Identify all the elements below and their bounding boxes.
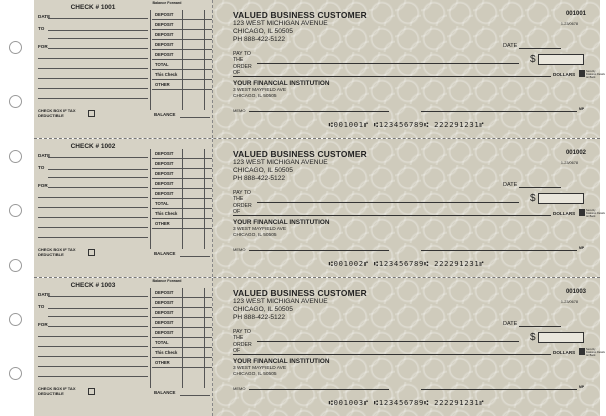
binder-hole (9, 204, 22, 217)
date-label: DATE (503, 43, 518, 49)
stub-line[interactable] (38, 366, 148, 367)
ledger-row[interactable]: DEPOSIT (152, 298, 212, 308)
ledger-row[interactable]: DEPOSIT (152, 179, 212, 189)
stub-for-label: FOR (38, 183, 48, 188)
stub-line[interactable] (38, 207, 148, 208)
memo-line[interactable] (249, 111, 389, 112)
stub-separator (150, 10, 151, 110)
stub-line[interactable] (38, 336, 148, 337)
binder-hole (9, 150, 22, 163)
bank-name: YOUR FINANCIAL INSTITUTION (233, 358, 330, 365)
stub-to-line-2[interactable] (48, 38, 148, 39)
dollar-sign: $ (530, 193, 536, 204)
amount-box[interactable] (538, 193, 584, 204)
stub-balance-forward-label: Balance Forward (152, 279, 182, 283)
ledger-row[interactable]: DEPOSIT (152, 169, 212, 179)
bank-address: 3 WEST MAYFIELD AVE (233, 366, 287, 371)
stub-to-label: TO (38, 26, 45, 31)
customer-name: VALUED BUSINESS CUSTOMER (233, 10, 367, 20)
dollar-sign: $ (530, 332, 536, 343)
security-features-text: Security Features Details on Back (586, 70, 605, 79)
stub-separator (150, 149, 151, 249)
stub-balance-label: BALANCE (154, 112, 176, 117)
stub-line[interactable] (38, 68, 148, 69)
micr-line: ⑆001002⑈ ⑆123456789⑆ 222291231⑈ (328, 259, 485, 268)
pay-to-label: PAY TO THE ORDER OF (233, 51, 252, 77)
date-line[interactable] (519, 48, 561, 49)
tax-deductible-label: CHECK BOX IF TAX DEDUCTIBLE (38, 247, 76, 257)
check-row (34, 278, 605, 416)
dollars-label: DOLLARS (553, 72, 576, 77)
customer-name: VALUED BUSINESS CUSTOMER (233, 288, 367, 298)
stub-line[interactable] (38, 376, 148, 377)
tax-deductible-checkbox[interactable] (88, 110, 95, 117)
check-row (34, 0, 605, 138)
bank-name: YOUR FINANCIAL INSTITUTION (233, 80, 330, 87)
routing-fraction: 1-23/0678 (560, 300, 578, 304)
memo-label: MEMO (233, 386, 246, 391)
stub-date-label: DATE (38, 292, 51, 297)
ledger-row[interactable]: DEPOSIT (152, 20, 212, 30)
stub-balance-forward-label: Balance Forward (152, 1, 182, 5)
written-amount-line[interactable] (233, 76, 551, 77)
ledger-row[interactable]: DEPOSIT (152, 50, 212, 60)
signature-line[interactable] (421, 389, 577, 390)
dollars-label: DOLLARS (553, 350, 576, 355)
ledger-row[interactable]: DEPOSIT (152, 189, 212, 199)
signature-line[interactable] (421, 111, 577, 112)
check-number: 001001 (565, 11, 586, 17)
check-body (213, 139, 605, 277)
stub-for-label: FOR (38, 322, 48, 327)
stub-to-line[interactable] (48, 30, 148, 31)
ledger-row[interactable]: DEPOSIT (152, 10, 212, 20)
stub-separator (150, 288, 151, 388)
check-number: 001003 (565, 289, 586, 295)
ledger-row[interactable]: OTHER (152, 219, 212, 229)
binder-hole (9, 41, 22, 54)
written-amount-line[interactable] (233, 215, 551, 216)
customer-city: CHICAGO, IL 50505 (233, 306, 293, 313)
tax-deductible-label: CHECK BOX IF TAX DEDUCTIBLE (38, 108, 76, 118)
customer-city: CHICAGO, IL 50505 (233, 28, 293, 35)
stub-balance-line[interactable] (180, 256, 210, 257)
date-label: DATE (503, 182, 518, 188)
stub-line[interactable] (38, 227, 148, 228)
stub-date-line[interactable] (48, 157, 148, 158)
security-features-text: Security Features Details on Back (586, 209, 605, 218)
date-label: DATE (503, 321, 518, 327)
stub-date-line[interactable] (48, 296, 148, 297)
stub-line[interactable] (38, 98, 148, 99)
stub-date-label: DATE (38, 153, 51, 158)
ledger-row[interactable]: DEPOSIT (152, 159, 212, 169)
mp-label: MP (579, 246, 585, 250)
stub-for-line[interactable] (48, 187, 148, 188)
routing-fraction: 1-23/0678 (560, 22, 578, 26)
check-number: 001002 (565, 150, 586, 156)
dollar-sign: $ (530, 54, 536, 65)
stub-line[interactable] (38, 58, 148, 59)
stub-date-line[interactable] (48, 18, 148, 19)
stub-line[interactable] (38, 346, 148, 347)
pay-to-label: PAY TO THE ORDER OF (233, 190, 252, 216)
micr-line: ⑆001003⑈ ⑆123456789⑆ 222291231⑈ (328, 398, 485, 407)
stub-to-line-2[interactable] (48, 316, 148, 317)
bank-address: 3 WEST MAYFIELD AVE (233, 88, 287, 93)
stub-for-label: FOR (38, 44, 48, 49)
binder-hole (9, 259, 22, 272)
ledger-row[interactable]: This Check (152, 70, 212, 80)
customer-city: CHICAGO, IL 50505 (233, 167, 293, 174)
stub-to-line-2[interactable] (48, 177, 148, 178)
stub-line[interactable] (38, 217, 148, 218)
check-body (213, 0, 605, 138)
written-amount-line[interactable] (233, 354, 551, 355)
binder-hole (9, 95, 22, 108)
bank-address: 3 WEST MAYFIELD AVE (233, 227, 287, 232)
signature-line[interactable] (421, 250, 577, 251)
stub-balance-line[interactable] (180, 395, 210, 396)
stub-line[interactable] (38, 78, 148, 79)
stub-line[interactable] (38, 88, 148, 89)
ledger-row[interactable]: TOTAL (152, 199, 212, 209)
ledger-row[interactable]: This Check (152, 348, 212, 358)
stub-to-line[interactable] (48, 169, 148, 170)
ledger-row[interactable]: DEPOSIT (152, 318, 212, 328)
stub-to-line[interactable] (48, 308, 148, 309)
pay-to-label: PAY TO THE ORDER OF (233, 329, 252, 355)
stub-balance-label: BALANCE (154, 390, 176, 395)
ledger-row[interactable]: TOTAL (152, 338, 212, 348)
stub-check-number: CHECK # 1003 (70, 282, 116, 289)
bank-city: CHICAGO, IL 50505 (233, 372, 277, 377)
check-sheet (34, 0, 605, 415)
stub-balance-line[interactable] (180, 117, 210, 118)
customer-phone: PH 888-422-5122 (233, 314, 286, 321)
ledger-row[interactable]: DEPOSIT (152, 30, 212, 40)
stub-to-label: TO (38, 304, 45, 309)
binder-holes-strip (0, 0, 34, 415)
stub-line[interactable] (38, 356, 148, 357)
tax-deductible-label: CHECK BOX IF TAX DEDUCTIBLE (38, 386, 76, 396)
routing-fraction: 1-23/0678 (560, 161, 578, 165)
binder-hole (9, 367, 22, 380)
ledger-row[interactable]: OTHER (152, 80, 212, 90)
ledger-row[interactable]: DEPOSIT (152, 288, 212, 298)
stub-line[interactable] (38, 237, 148, 238)
date-line[interactable] (519, 326, 561, 327)
stub-date-label: DATE (38, 14, 51, 19)
ledger-row[interactable]: TOTAL (152, 60, 212, 70)
bank-city: CHICAGO, IL 50505 (233, 94, 277, 99)
padlock-icon (579, 209, 585, 216)
stub-for-line[interactable] (48, 48, 148, 49)
mp-label: MP (579, 107, 585, 111)
stub-to-label: TO (38, 165, 45, 170)
amount-box[interactable] (538, 332, 584, 343)
security-features-text: Security Features Details on Back (586, 348, 605, 357)
ledger-row[interactable]: DEPOSIT (152, 328, 212, 338)
date-line[interactable] (519, 187, 561, 188)
payee-line[interactable] (257, 202, 519, 203)
padlock-icon (579, 70, 585, 77)
customer-phone: PH 888-422-5122 (233, 175, 286, 182)
ledger-row[interactable]: OTHER (152, 358, 212, 368)
micr-line: ⑆001001⑈ ⑆123456789⑆ 222291231⑈ (328, 120, 485, 129)
memo-label: MEMO (233, 108, 246, 113)
dollars-label: DOLLARS (553, 211, 576, 216)
amount-box[interactable] (538, 54, 584, 65)
payee-line[interactable] (257, 63, 519, 64)
binder-hole (9, 313, 22, 326)
stub-for-line[interactable] (48, 326, 148, 327)
ledger-row[interactable]: This Check (152, 209, 212, 219)
bank-name: YOUR FINANCIAL INSTITUTION (233, 219, 330, 226)
payee-line[interactable] (257, 341, 519, 342)
tax-deductible-checkbox[interactable] (88, 388, 95, 395)
memo-label: MEMO (233, 247, 246, 252)
padlock-icon (579, 348, 585, 355)
stub-line[interactable] (38, 197, 148, 198)
stub-check-number: CHECK # 1002 (70, 143, 116, 150)
check-stub (34, 278, 213, 416)
customer-address: 123 WEST MICHIGAN AVENUE (233, 159, 328, 166)
customer-address: 123 WEST MICHIGAN AVENUE (233, 20, 328, 27)
check-body (213, 278, 605, 416)
ledger-row[interactable]: DEPOSIT (152, 149, 212, 159)
bank-city: CHICAGO, IL 50505 (233, 233, 277, 238)
check-stub (34, 139, 213, 277)
memo-line[interactable] (249, 250, 389, 251)
mp-label: MP (579, 385, 585, 389)
customer-address: 123 WEST MICHIGAN AVENUE (233, 298, 328, 305)
check-row (34, 139, 605, 277)
stub-check-number: CHECK # 1001 (70, 4, 116, 11)
ledger-row[interactable]: DEPOSIT (152, 308, 212, 318)
ledger-row[interactable]: DEPOSIT (152, 40, 212, 50)
tax-deductible-checkbox[interactable] (88, 249, 95, 256)
stub-balance-label: BALANCE (154, 251, 176, 256)
customer-phone: PH 888-422-5122 (233, 36, 286, 43)
customer-name: VALUED BUSINESS CUSTOMER (233, 149, 367, 159)
memo-line[interactable] (249, 389, 389, 390)
check-stub (34, 0, 213, 138)
